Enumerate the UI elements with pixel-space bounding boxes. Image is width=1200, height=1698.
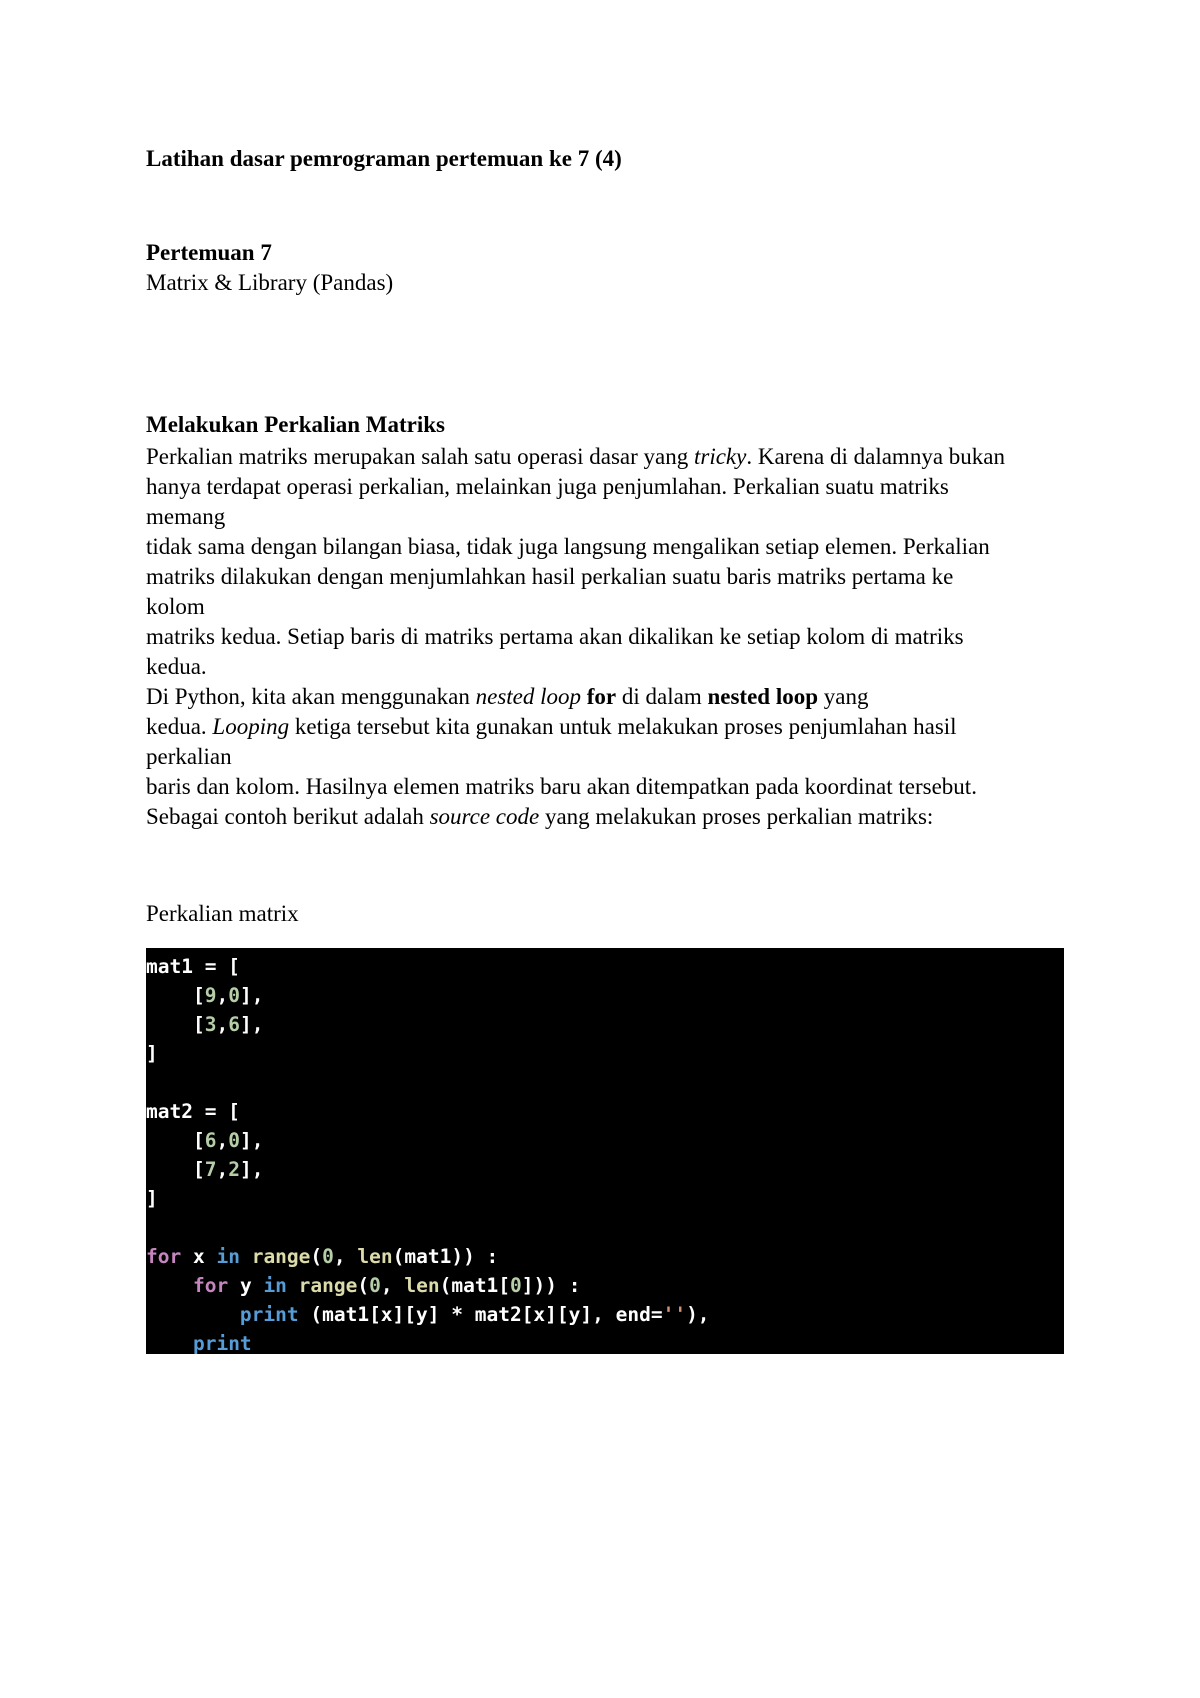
code-token	[287, 1274, 299, 1297]
code-token: ,	[216, 984, 229, 1007]
text-run: Di Python, kita akan menggunakan	[146, 684, 476, 709]
code-token	[240, 1245, 252, 1268]
paragraph-line: tidak sama dengan bilangan biasa, tidak juga langsung mengalikan setiap elemen. Perkalian	[146, 534, 990, 559]
code-line	[146, 1010, 1064, 1039]
code-function: range	[251, 1245, 311, 1268]
code-line	[146, 1126, 1064, 1155]
code-number: 7	[204, 1158, 217, 1181]
code-token: [	[146, 1129, 205, 1152]
code-number: 0	[228, 984, 240, 1007]
text-run: ketiga tersebut kita gunakan untuk melakukan proses penjumlahan hasil	[289, 714, 957, 739]
code-token: (mat1)) :	[392, 1245, 499, 1268]
paragraph-line: memang	[146, 504, 226, 529]
text-run: yang	[818, 684, 869, 709]
code-line	[146, 1300, 1064, 1329]
text-run: Sebagai contoh berikut adalah	[146, 804, 430, 829]
paragraph-line: hanya terdapat operasi perkalian, melainkan juga penjumlahan. Perkalian suatu matriks	[146, 474, 949, 499]
code-line: ]	[146, 1187, 158, 1210]
code-indent	[146, 1274, 193, 1297]
code-token: [	[146, 984, 205, 1007]
italic-term: Looping	[212, 714, 290, 739]
paragraph-line	[146, 712, 1066, 742]
text-run: . Karena di dalamnya bukan	[746, 444, 1005, 469]
body-paragraph	[146, 442, 1066, 832]
paragraph-line	[146, 442, 1066, 472]
code-number: 6	[228, 1013, 240, 1036]
code-token: ,	[333, 1245, 358, 1268]
code-function: len	[404, 1274, 440, 1297]
code-string: ''	[662, 1303, 687, 1326]
code-number: 0	[369, 1274, 381, 1297]
code-keyword: print	[239, 1303, 299, 1326]
code-token: ,	[216, 1013, 229, 1036]
code-keyword: in	[216, 1245, 240, 1268]
paragraph-line: baris dan kolom. Hasilnya elemen matriks baru akan ditempatkan pada koordinat tersebut.	[146, 774, 977, 799]
code-line-blank	[146, 1068, 1064, 1097]
document-title: Latihan dasar pemrograman pertemuan ke 7 (4)	[146, 146, 622, 171]
code-token: ,	[216, 1158, 229, 1181]
paragraph-line: kolom	[146, 594, 205, 619]
text-run: yang melakukan proses perkalian matriks:	[539, 804, 934, 829]
code-label: Perkalian matrix	[146, 901, 299, 926]
code-line	[146, 1329, 1064, 1354]
code-number: 2	[228, 1158, 240, 1181]
code-block	[146, 948, 1064, 1354]
text-run: kedua.	[146, 714, 213, 739]
code-indent	[146, 1303, 240, 1326]
code-token: y	[228, 1274, 264, 1297]
code-token: (	[310, 1245, 323, 1268]
meeting-heading: Pertemuan 7	[146, 240, 272, 265]
code-indent	[146, 1332, 193, 1354]
code-token: (mat1[	[439, 1274, 511, 1297]
code-token: ],	[239, 1013, 264, 1036]
paragraph-line: matriks dilakukan dengan menjumlahkan hasil perkalian suatu baris matriks pertama ke	[146, 564, 954, 589]
code-token: ],	[239, 1158, 264, 1181]
code-token: ),	[686, 1303, 710, 1326]
code-token: ])) :	[521, 1274, 581, 1297]
code-content	[146, 948, 1064, 1354]
code-keyword: for	[192, 1274, 229, 1297]
section-heading: Melakukan Perkalian Matriks	[146, 412, 446, 437]
code-token: (mat1[x][y] * mat2[x][y], end=	[298, 1303, 663, 1326]
paragraph-line	[146, 802, 1066, 832]
code-keyword: print	[192, 1332, 252, 1354]
code-number: 3	[204, 1013, 217, 1036]
paragraph-line: kedua.	[146, 654, 207, 679]
text-run: di dalam	[616, 684, 708, 709]
code-token: ,	[216, 1129, 229, 1152]
code-line: ]	[146, 1042, 158, 1065]
code-number: 0	[510, 1274, 522, 1297]
code-number: 0	[228, 1129, 240, 1152]
meeting-subtitle: Matrix & Library (Pandas)	[146, 270, 394, 295]
paragraph-line: perkalian	[146, 744, 232, 769]
code-line: mat1 = [	[146, 955, 240, 978]
paragraph-line	[146, 682, 1066, 712]
paragraph-line: matriks kedua. Setiap baris di matriks pertama akan dikalikan ke setiap kolom di matriks	[146, 624, 964, 649]
code-token: x	[181, 1245, 217, 1268]
code-function: len	[357, 1245, 393, 1268]
code-line	[146, 1271, 1064, 1300]
italic-term: tricky	[693, 444, 747, 469]
code-line	[146, 1242, 1064, 1271]
code-number: 9	[204, 984, 217, 1007]
italic-term: source code	[429, 804, 540, 829]
text-run: Perkalian matriks merupakan salah satu operasi dasar yang	[146, 444, 694, 469]
code-token: (	[357, 1274, 370, 1297]
code-number: 0	[322, 1245, 334, 1268]
bold-term: nested loop	[707, 684, 819, 709]
bold-term: for	[586, 684, 617, 709]
code-line	[146, 1155, 1064, 1184]
code-function: range	[298, 1274, 358, 1297]
code-keyword: in	[263, 1274, 287, 1297]
code-number: 6	[204, 1129, 217, 1152]
code-token: ],	[239, 1129, 264, 1152]
code-token: [	[146, 1158, 205, 1181]
code-token: ],	[239, 984, 264, 1007]
code-line-blank	[146, 1213, 1064, 1242]
code-line	[146, 981, 1064, 1010]
code-token: ,	[380, 1274, 405, 1297]
code-token: [	[146, 1013, 205, 1036]
code-keyword: for	[146, 1245, 182, 1268]
italic-term: nested loop	[475, 684, 582, 709]
code-line: mat2 = [	[146, 1100, 240, 1123]
